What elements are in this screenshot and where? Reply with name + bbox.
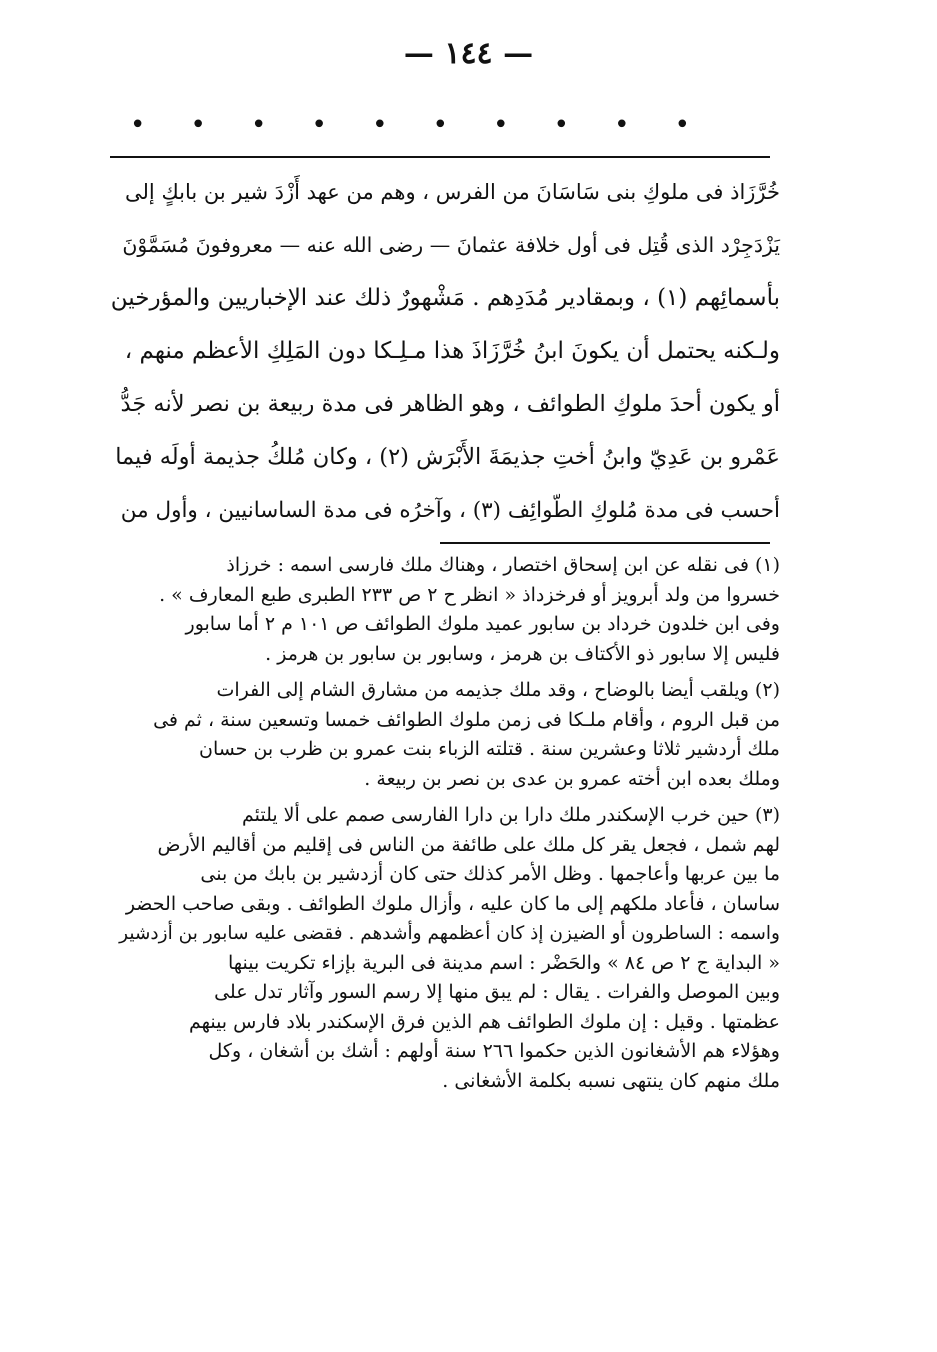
- text-line: خُرَّزَاذ فى ملوكِ بنى سَاسَانَ من الفرس ، وهم من عهد أَزْدَ شير بن بابكٍ إلى: [125, 180, 780, 204]
- footnote-line: (٢) ويلقب أيضا بالوضاح ، وقد ملك جذيمه من مشارق الشام إلى الفرات: [216, 679, 780, 701]
- ornament-dot: •: [372, 110, 388, 140]
- text-line: بأسمائِهم (١) ، وبمقادير مُدَدِهم . مَشْهورٌ ذلك عند الإخباريين والمؤرخين: [110, 285, 780, 311]
- footnote-line: وملك بعده ابن أخته عمرو بن عدى بن نصر بن ربيعة .: [364, 767, 780, 790]
- ornament-dot: •: [674, 110, 690, 140]
- footnote-line: ساسان ، فأعاد ملكهم إلى ما كان عليه ، وأزال ملوك الطوائف . وبقى صاحب الحضر: [125, 892, 780, 915]
- footnote-line: من قبل الروم ، وأقام ملـكا فى زمن ملوك الطوائف خمسا وتسعين سنة ، ثم فى: [153, 708, 780, 731]
- text-line: أو يكون أحدَ ملوكِ الطوائف ، وهو الظاهر فى مدة ربيعة بن نصر لأنه جَدُّ: [120, 391, 780, 417]
- text-line: ولـكنه يحتمل أن يكونَ ابنُ خُرَّزَاذَ هذا مـلِـكا دون المَلِكِ الأعظم منهم ،: [124, 338, 780, 364]
- footnote-line: فليس إلا سابور ذو الأكتاف بن هرمز ، وسابور بن سابور بن هرمز .: [265, 642, 780, 665]
- footnote-line: ملك منهم كان ينتهى نسبه بكلمة الأشغانى .: [442, 1069, 780, 1092]
- ornament-dot: •: [432, 110, 448, 140]
- text-line: عَمْرو بن عَدِيّ وابنُ أختِ جذيمَةَ الأَبْرَش (٢) ، وكان مُلكُ جذيمة أولَه فيما: [115, 444, 780, 470]
- ornament-dot: •: [190, 110, 206, 140]
- header-rule: [110, 156, 770, 158]
- footnote-line: « البداية ج ٢ ص ٨٤ » والحَضْر : اسم مدينة فى البرية بإزاء تكريت بينها: [228, 951, 780, 974]
- footnote-line: عظمتها . وقيل : إن ملوك الطوائف هم الذين فرق الإسكندر بلاد فارس بينهم: [188, 1010, 780, 1033]
- footnote-line: وفى ابن خلدون خرداد بن سابور عميد ملوك الطوائف ص ١٠١ م ٢ أما سابور: [185, 613, 780, 635]
- footnote-line: خسروا من ولد أبرويز أو فرخزداذ « انظر ح ٢ ص ٢٣٣ الطبرى طبع المعارف » .: [159, 583, 780, 606]
- ornament-dot: •: [311, 110, 327, 140]
- ornament-dot: •: [493, 110, 509, 140]
- main-text: [110, 166, 780, 537]
- footnotes: [110, 544, 780, 1096]
- text-line: يَزْدَجِرْد الذى قُتِل فى أول خلافة عثمانَ — رضى الله عنه — معروفونَ مُسَمَّوْنَ: [122, 233, 780, 257]
- footnote-line: (١) فى نقله عن ابن إسحاق اختصار ، وهناك ملك فارسى اسمه : خرزاذ: [226, 554, 780, 576]
- ornament-row: [130, 112, 690, 138]
- footnote-line: لهم شمل ، فجعل يقر كل ملك على طائفة من الناس فى إقليم من أقاليم الأرض: [157, 833, 780, 856]
- footnote-line: (٣) حين خرب الإسكندر ملك دارا بن دارا الفارسى صمم على ألا يلتئم: [241, 804, 780, 826]
- footnote-line: ملك أردشير ثلاثا وعشرين سنة . قتلته الزباء بنت عمرو بن ظرب بن حسان: [198, 738, 780, 760]
- ornament-dot: •: [130, 110, 146, 140]
- footnote-line: وهؤلاء هم الأشغانون الذين حكموا ٢٦٦ سنة أولهم : أشك بن أشغان ، وكل: [208, 1040, 780, 1062]
- ornament-dot: •: [614, 110, 630, 140]
- footnote-line: واسمه : الساطرون أو الضيزن إذ كان أعظمهم وأشدهم . فقضى عليه سابور بن أزدشير: [119, 923, 780, 944]
- text-line: أحسب فى مدة مُلوكِ الطّوائِف (٣) ، وآخرُه فى مدة الساسانيين ، وأول من: [120, 498, 780, 523]
- ornament-dot: •: [251, 110, 267, 140]
- footnote-line: ما بين عربها وأعاجمها . وظل الأمر كذلك حتى كان أزدشير بن بابك من بنى: [200, 863, 780, 885]
- footnote-line: وبين الموصل والفرات . يقال : لم يبق منها إلا رسم السور وآثار تدل على: [214, 981, 780, 1003]
- ornament-dot: •: [553, 110, 569, 140]
- page-number: — ١٤٤ —: [403, 36, 534, 71]
